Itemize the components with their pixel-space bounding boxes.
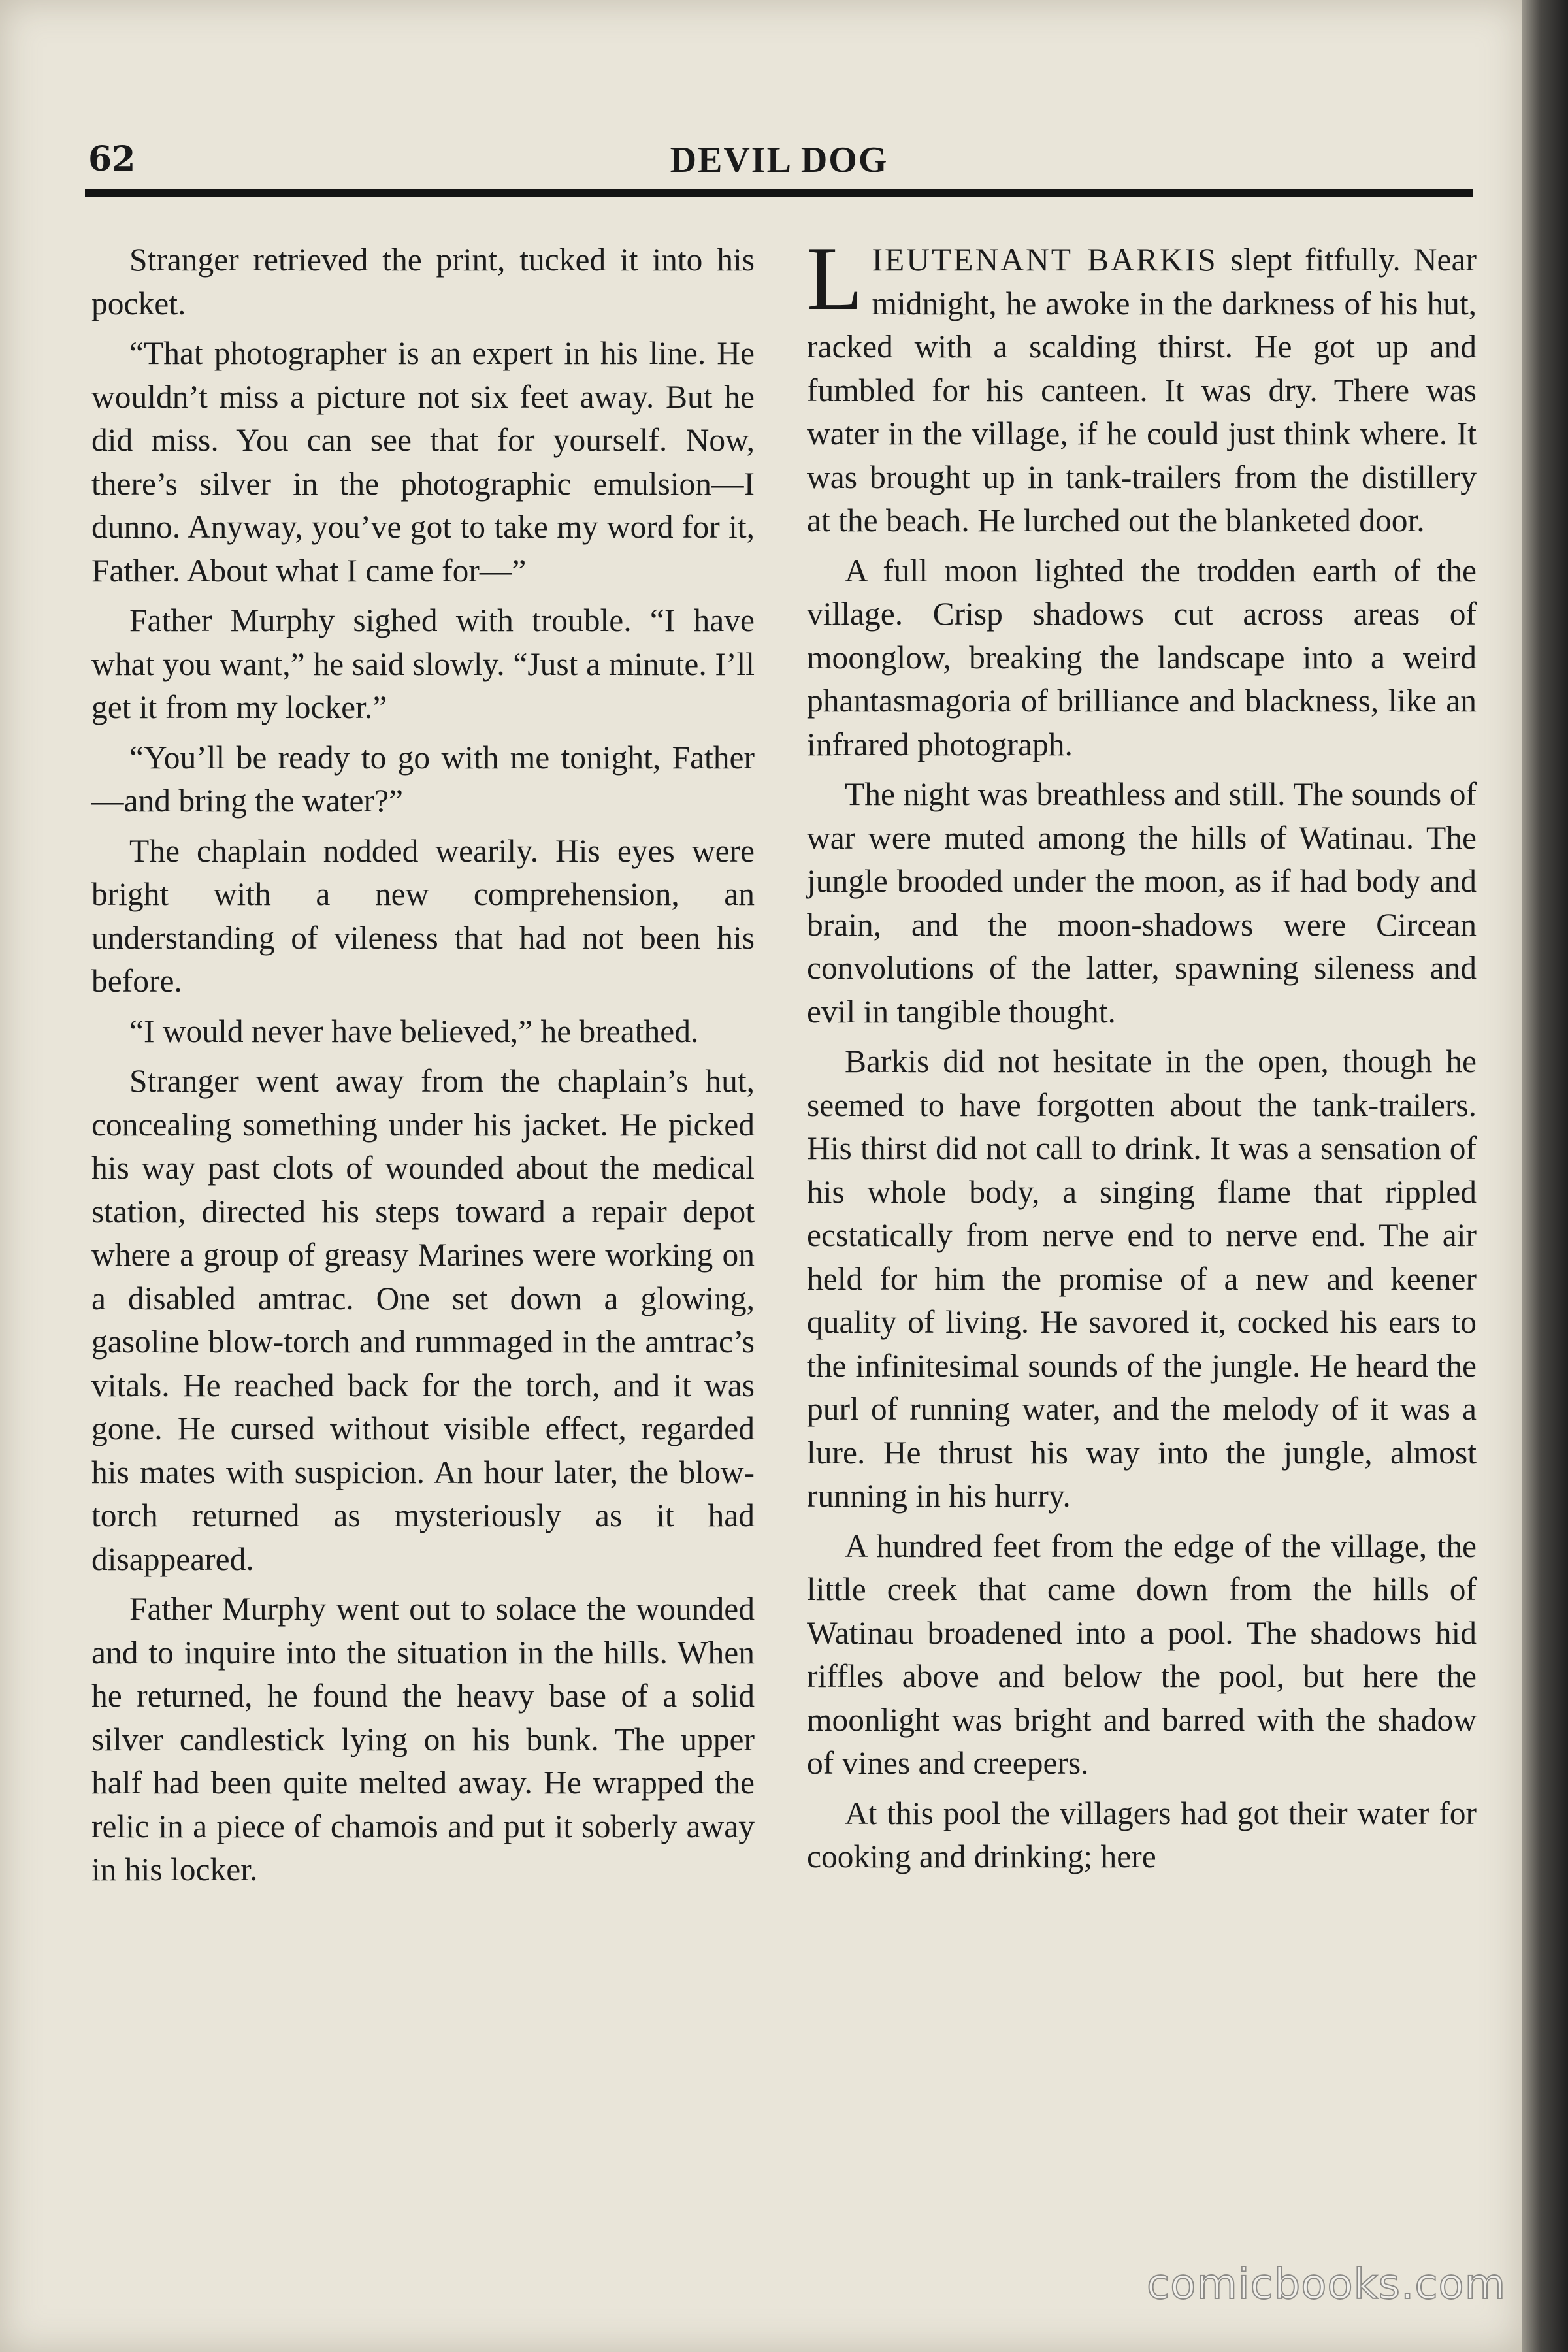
left-paragraph-2: “That photographer is an expert in his line. He wouldn’t miss a picture not six feet away. But he did miss. You can see that for yourself. Now, there’s silver in the photographic emulsion—I dunno. Anyway, you’ve got to take my word for it, Father. About what I came for—” bbox=[91, 335, 755, 589]
left-paragraph-4: “You’ll be ready to go with me tonight, Father—and bring the water?” bbox=[91, 739, 755, 819]
left-column bbox=[91, 238, 755, 1899]
running-head: DEVIL DOG bbox=[670, 140, 889, 180]
right-paragraph-5: A hundred feet from the edge of the village, the little creek that came down from the hills of Watinau broadened into a pool. The shadows hid riffles above and below the pool, but here the moonlight was bright and barred with the shadow of vines and creepers. bbox=[807, 1527, 1477, 1781]
drop-cap: L bbox=[807, 228, 863, 329]
left-paragraph-3: Father Murphy sighed with trouble. “I have what you want,” he said slowly. “Just a minute. I’ll get it from my locker.” bbox=[91, 602, 755, 725]
page-header bbox=[85, 134, 1473, 186]
right-paragraph-3: The night was breathless and still. The sounds of war were muted among the hills of Watinau. The jungle brooded under the moon, as if had body and brain, and the moon-shadows were Circean convolutions of the latter, spawning sileness and evil in tangible thought. bbox=[807, 776, 1477, 1030]
right-paragraph-4: Barkis did not hesitate in the open, though he seemed to have forgotten about the tank-trailers. His thirst did not call to drink. It was a sensation of his whole body, a singing flame that rippled ecstatically from nerve end to nerve end. The air held for him the promise of a new and keener quality of living. He savored it, cocked his ears to the infinitesimal sounds of the jungle. He heard the purl of running water, and the melody of it was a lure. He thrust his way into the jungle, almost running in his hurry. bbox=[807, 1043, 1477, 1514]
left-paragraph-7: Stranger went away from the chaplain’s hut, concealing something under his jacket. He picked his way past clots of wounded about the medical station, directed his steps toward a repair depot where a group of greasy Marines were working on a disabled amtrac. One set down a glowing, gasoline blow-torch and rummaged in the amtrac’s vitals. He reached back for the torch, and it was gone. He cursed without visible effect, regarded his mates with suspicion. An hour later, the blow-torch returned as mysteriously as it had disappeared. bbox=[91, 1063, 755, 1577]
book-spine-edge bbox=[1522, 0, 1568, 2352]
right-column bbox=[807, 228, 1477, 1886]
left-paragraph-1: Stranger retrieved the print, tucked it into his pocket. bbox=[91, 242, 755, 321]
left-paragraph-5: The chaplain nodded wearily. His eyes were bright with a new comprehension, an understanding of vileness that had not been his before. bbox=[91, 832, 755, 999]
watermark: comicbooks.com bbox=[1147, 2261, 1507, 2309]
left-paragraph-6: “I would never have believed,” he breathed. bbox=[129, 1013, 699, 1049]
right-paragraph-6: At this pool the villagers had got their water for cooking and drinking; here bbox=[807, 1795, 1477, 1874]
page-number: 62 bbox=[88, 139, 136, 179]
right-paragraph-2: A full moon lighted the trodden earth of the village. Crisp shadows cut across areas of moonglow, breaking the landscape into a weird phantasmagoria of brilliance and blackness, like an infrared photograph. bbox=[807, 552, 1477, 762]
right-paragraph-1 bbox=[807, 228, 1477, 543]
right-paragraph-1-text: slept fitfully. Near midnight, he awoke in the darkness of his hut, racked with a scalding thirst. He got up and fumbled for his canteen. It was dry. There was water in the village, if he could just think where. It was brought up in tank-trailers from the distillery at the beach. He lurched out the blanketed door. bbox=[807, 242, 1477, 538]
header-rule bbox=[85, 189, 1473, 197]
opening-caps: IEUTENANT BARKIS bbox=[872, 242, 1218, 278]
left-paragraph-8: Father Murphy went out to solace the wounded and to inquire into the situation in the hills. When he returned, he found the heavy base of a solid silver candlestick lying on his bunk. The upper half had been quite melted away. He wrapped the relic in a piece of chamois and put it soberly away in his locker. bbox=[91, 1591, 755, 1887]
